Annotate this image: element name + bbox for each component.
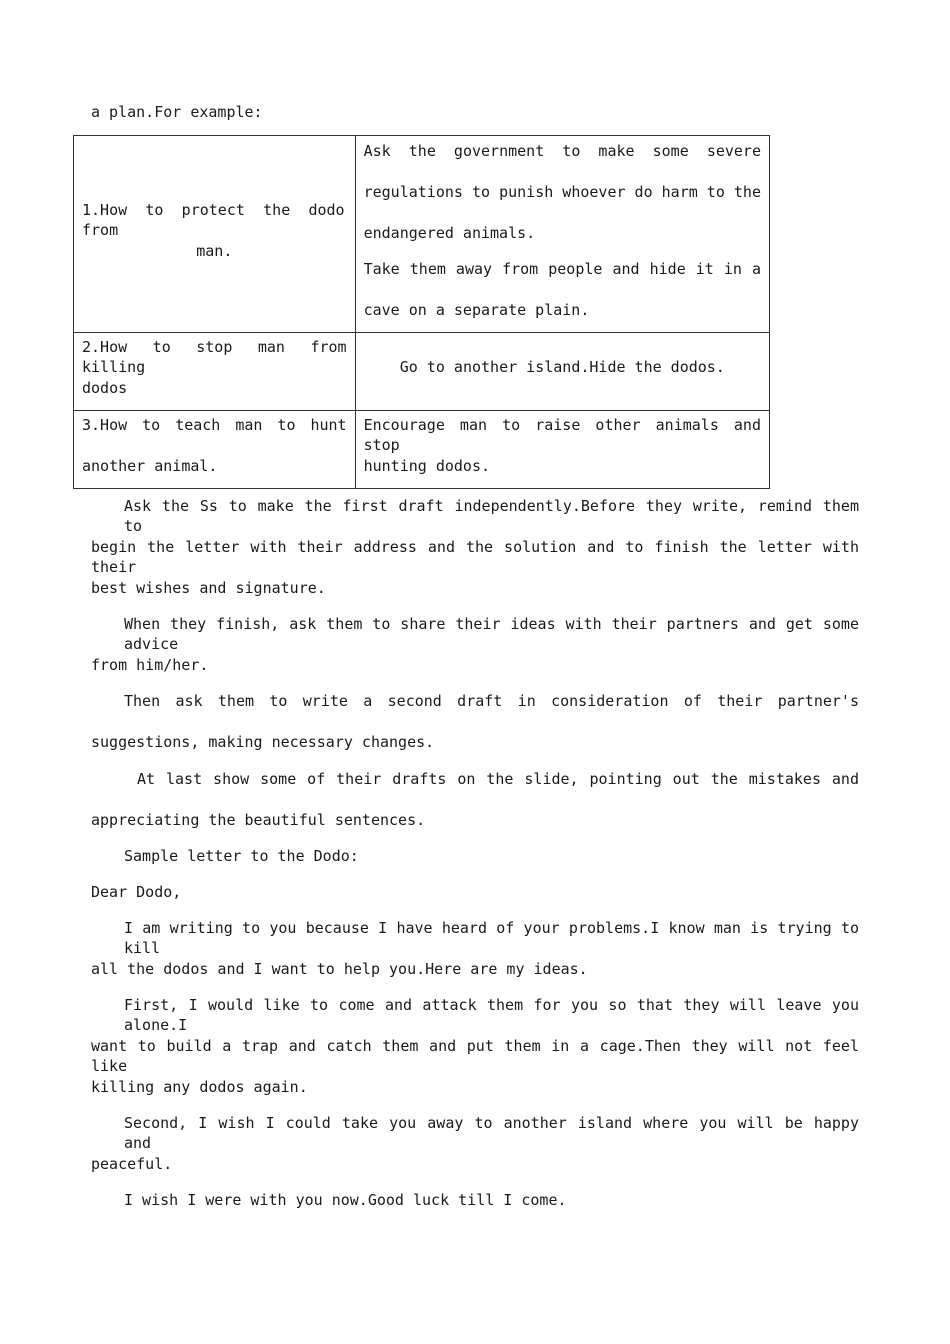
letter-line: want to build a trap and catch them and put them in a cage.Then they will not feel like — [91, 1037, 859, 1075]
letter-salutation: Dear Dodo, — [91, 883, 182, 901]
answer-text: Go to another island.Hide the dodos. — [399, 358, 725, 376]
paragraph-line: When they finish, ask them to share their ideas with their partners and get some advice — [124, 615, 859, 653]
paragraph-line: Then ask them to write a second draft in consideration of their partner's — [124, 692, 859, 710]
question-text: 3.How to teach man to hunt — [82, 416, 347, 434]
table-cell-answer — [355, 136, 769, 333]
letter-line: Second, I wish I could take you away to another island where you will be happy and — [124, 1114, 859, 1152]
answer-text: Take them away from people and hide it in a — [363, 260, 761, 278]
plan-table — [73, 135, 770, 489]
letter-line: First, I would like to come and attack them for you so that they will leave you alone.I — [124, 996, 859, 1034]
table-cell-question — [74, 411, 356, 489]
answer-text: endangered animals. — [363, 224, 536, 242]
table-cell-question — [74, 333, 356, 411]
table-cell-answer — [355, 411, 769, 489]
answer-text: cave on a separate plain. — [363, 301, 590, 319]
table-cell-answer — [355, 333, 769, 411]
paragraph-line: suggestions, making necessary changes. — [91, 733, 435, 751]
question-text: man. — [196, 242, 233, 260]
question-text: dodos — [82, 379, 128, 397]
question-text: 2.How to stop man from killing — [82, 338, 347, 376]
table-row — [74, 136, 770, 333]
paragraph-line: At last show some of their drafts on the slide, pointing out the mistakes and — [137, 770, 859, 788]
paragraph-line: Ask the Ss to make the first draft independently.Before they write, remind them to — [124, 497, 859, 535]
answer-text: Encourage man to raise other animals and stop — [363, 416, 761, 454]
question-text: another animal. — [82, 457, 218, 475]
paragraph-line: appreciating the beautiful sentences. — [91, 811, 426, 829]
letter-line: all the dodos and I want to help you.Here are my ideas. — [91, 960, 588, 978]
letter-line: killing any dodos again. — [91, 1078, 308, 1096]
question-text: 1.How to protect the dodo from — [82, 201, 345, 239]
sample-heading: Sample letter to the Dodo: — [124, 847, 359, 865]
letter-closing: I wish I were with you now.Good luck till I come. — [124, 1191, 567, 1209]
paragraph-line: from him/her. — [91, 656, 209, 674]
table-row — [74, 411, 770, 489]
paragraph-line: best wishes and signature. — [91, 579, 326, 597]
letter-line: I am writing to you because I have heard of your problems.I know man is trying to kill — [124, 919, 859, 957]
answer-text: hunting dodos. — [363, 457, 491, 475]
paragraph-line: begin the letter with their address and the solution and to finish the letter with their — [91, 538, 859, 576]
table-cell-question — [74, 136, 356, 333]
answer-text: regulations to punish whoever do harm to the — [363, 183, 761, 201]
intro-text: a plan.For example: — [91, 103, 263, 121]
letter-line: peaceful. — [91, 1155, 173, 1173]
answer-text: Ask the government to make some severe — [363, 142, 761, 160]
table-row — [74, 333, 770, 411]
